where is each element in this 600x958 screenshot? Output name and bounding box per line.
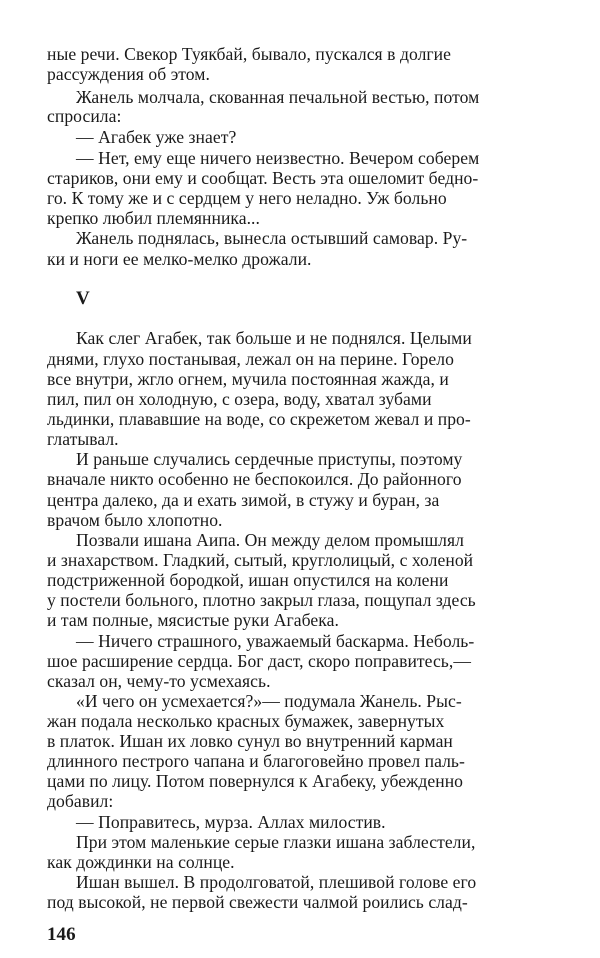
text-line: глатывал.: [47, 429, 119, 449]
text-line: И раньше случались сердечные приступы, поэтому: [76, 449, 463, 469]
page-number: 146: [47, 924, 76, 945]
text-line: у постели больного, плотно закрыл глаза, пощупал здесь: [47, 590, 476, 610]
text-line: — Агабек уже знает?: [76, 127, 237, 147]
text-line: Ишан вышел. В продолговатой, плешивой голове его: [76, 872, 477, 892]
text-line: — Поправитесь, мурза. Аллах милостив.: [76, 812, 386, 832]
text-line: — Ничего страшного, уважаемый баскарма. Неболь-: [76, 631, 475, 651]
text-line: Жанель молчала, скованная печальной вестью, потом: [76, 87, 480, 107]
text-line: рассуждения об этом.: [47, 64, 210, 84]
text-line: цами по лицу. Потом повернулся к Агабеку, убежденно: [47, 771, 464, 791]
text-line: шое расширение сердца. Бог даст, скоро поправитесь,—: [47, 651, 471, 671]
chapter-heading: V: [76, 288, 90, 309]
text-line: льдинки, плававшие на воде, со скрежетом жевал и про-: [47, 409, 471, 429]
text-line: под высокой, не первой свежести чалмой роились слад-: [47, 892, 468, 912]
text-line: вначале никто особенно не беспокоился. До районного: [47, 469, 462, 489]
text-line: подстриженной бородкой, ишан опустился на колени: [47, 570, 449, 590]
text-line: пил, пил он холодную, с озера, воду, хватал зубами: [47, 389, 432, 409]
text-line: и там полные, мясистые руки Агабека.: [47, 610, 339, 630]
text-line: днями, глухо постанывая, лежал он на перине. Горело: [47, 349, 454, 369]
text-line: стариков, они ему и сообщат. Весть эта ошеломит бедно-: [47, 168, 479, 188]
text-line: крепко любил племянника...: [47, 208, 260, 228]
text-line: го. К тому же и с сердцем у него неладно. Уж больно: [47, 188, 447, 208]
text-line: Как слег Агабек, так больше и не поднялся. Целыми: [76, 328, 472, 348]
text-line: в платок. Ишан их ловко сунул во внутренний карман: [47, 731, 453, 751]
text-line: ки и ноги ее мелко-мелко дрожали.: [47, 249, 312, 269]
text-line: как дождинки на солнце.: [47, 852, 235, 872]
text-line: добавил:: [47, 791, 114, 811]
text-line: ные речи. Свекор Туякбай, бывало, пускался в долгие: [47, 44, 451, 64]
text-line: жан подала несколько красных бумажек, завернутых: [47, 711, 445, 731]
text-line: Жанель поднялась, вынесла остывший самовар. Ру-: [76, 228, 468, 248]
text-line: длинного пестрого чапана и благоговейно провел паль-: [47, 751, 465, 771]
text-line: При этом маленькие серые глазки ишана заблестели,: [76, 832, 476, 852]
text-line: и знахарством. Гладкий, сытый, круглолицый, с холеной: [47, 550, 474, 570]
text-line: врачом было хлопотно.: [47, 510, 223, 530]
text-line: Позвали ишана Аипа. Он между делом промышлял: [76, 530, 464, 550]
text-line: сказал он, чему-то усмехаясь.: [47, 671, 271, 691]
text-line: спросила:: [47, 106, 122, 126]
text-line: — Нет, ему еще ничего неизвестно. Вечером соберем: [76, 148, 480, 168]
text-line: центра далеко, да и ехать зимой, в стужу и буран, за: [47, 490, 440, 510]
text-line: «И чего он усмехается?»— подумала Жанель. Рыс-: [76, 691, 462, 711]
text-line: все внутри, жгло огнем, мучила постоянная жажда, и: [47, 369, 449, 389]
